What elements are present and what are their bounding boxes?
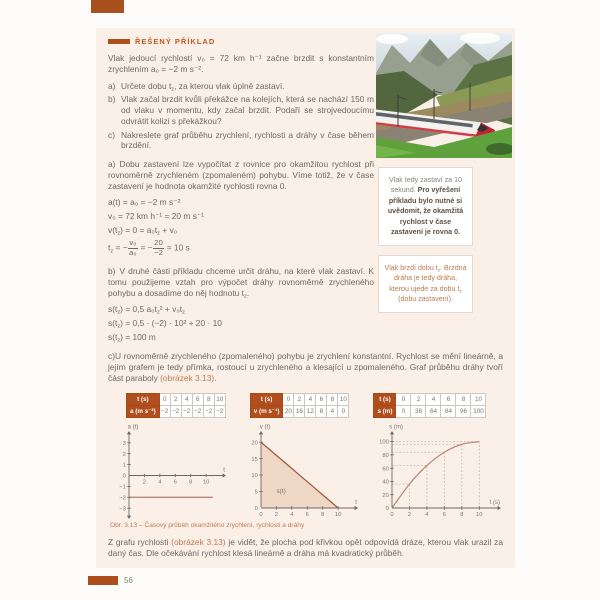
table-cell: 84 — [441, 406, 456, 418]
svg-text:4: 4 — [158, 479, 162, 486]
table-cell: −2 — [192, 406, 203, 418]
item-marker: c) — [108, 129, 115, 140]
svg-text:0: 0 — [254, 506, 258, 513]
svg-text:−1: −1 — [119, 484, 126, 491]
footer-accent-bar — [88, 576, 118, 585]
solution-text: U rovnoměrně zrychleného (zpomaleného) pohybu je zrychlení konstantní. Rychlost se mění lineárně, a jejím grafem je tedy přímka, rostoucí u zrychleného a klesající u zpomaleného. Graf průběhu dráhy tvoří část paraboly (obrázek 3.13). — [108, 351, 503, 384]
table-header-cell: a (m s⁻²) — [127, 406, 160, 418]
distance-table — [373, 393, 486, 418]
svg-text:2: 2 — [142, 479, 147, 486]
table-cell: 4 — [426, 394, 441, 406]
table-header-cell: t (s) — [250, 394, 283, 406]
svg-text:a (t): a (t) — [127, 423, 139, 431]
svg-text:6: 6 — [443, 512, 447, 519]
task-item-a — [108, 81, 374, 92]
svg-text:0: 0 — [122, 473, 126, 480]
svg-text:4: 4 — [289, 512, 294, 519]
svg-text:2: 2 — [274, 512, 278, 519]
svg-text:0: 0 — [390, 512, 394, 519]
svg-text:10: 10 — [476, 512, 483, 519]
svg-text:2: 2 — [122, 451, 126, 458]
table-cell: 0 — [396, 406, 411, 418]
table-cell: 4 — [305, 394, 316, 406]
svg-text:−2: −2 — [119, 495, 126, 502]
svg-text:8: 8 — [460, 512, 464, 519]
table-cell: 8 — [327, 394, 338, 406]
graphs-row — [110, 422, 503, 520]
table-cell: −2 — [170, 406, 181, 418]
header-accent-bar — [108, 39, 130, 44]
data-tables-row — [126, 393, 503, 418]
table-cell: 6 — [316, 394, 327, 406]
table-cell: 10 — [214, 394, 225, 406]
svg-text:60: 60 — [382, 466, 390, 473]
svg-text:20: 20 — [251, 440, 258, 447]
figure-reference-link[interactable]: (obrázek 3.13) — [171, 537, 226, 548]
table-cell: 100 — [471, 406, 486, 418]
table-cell: 4 — [181, 394, 192, 406]
solution-marker: c) — [108, 351, 115, 362]
svg-text:s (m): s (m) — [389, 423, 404, 431]
table-header-cell: s (m) — [374, 406, 396, 418]
table-cell: 12 — [305, 406, 316, 418]
table-cell: 20 — [283, 406, 294, 418]
acceleration-chart — [110, 422, 228, 520]
solution-b-paragraph — [108, 266, 374, 298]
table-cell: 4 — [327, 406, 338, 418]
sidebar-note-braking-distance: Vlak brzdí dobu $t_z$. Brzdná dráha je tedy dráha, kterou ujede za dobu $t_z$ (dobu zastavení). — [378, 255, 473, 313]
svg-text:t: t — [354, 499, 357, 507]
svg-text:8: 8 — [189, 479, 193, 486]
table-cell: −2 — [159, 406, 170, 418]
table-cell: −2 — [203, 406, 214, 418]
svg-text:6: 6 — [305, 512, 309, 519]
table-cell: 8 — [316, 406, 327, 418]
formula-line: $s(t_z) = 0,5 \cdot (-2) \cdot 10^2 + 20 \cdot 10$ — [108, 318, 222, 330]
task-list — [108, 81, 374, 152]
velocity-table — [250, 393, 350, 418]
solution-marker: a) — [108, 159, 116, 169]
sidebar-column — [376, 33, 512, 313]
closing-paragraph: Z grafu rychlosti (obrázek 3.13) je vidět, že plocha pod křivkou opět odpovídá dráze, kterou vlak urazil za daný čas. Dle očekávání rychlost klesá lineárně a dráha má kvadratický průběh. — [108, 537, 503, 559]
velocity-chart — [242, 422, 360, 520]
table-cell: −2 — [181, 406, 192, 418]
svg-text:10: 10 — [202, 479, 210, 486]
formula-line: a(t) = a₀ = −2 m s⁻² — [108, 197, 181, 208]
main-text-column — [108, 53, 374, 343]
table-header-cell: t (s) — [374, 394, 396, 406]
train-photo — [376, 33, 512, 158]
svg-text:20: 20 — [382, 492, 390, 499]
table-cell: 2 — [294, 394, 305, 406]
table-cell: 0 — [283, 394, 294, 406]
svg-text:−3: −3 — [119, 506, 126, 513]
table-cell: 8 — [203, 394, 214, 406]
solution-text: Dobu zastavení lze vypočítat z rovnice pro okamžitou rychlost při rovnoměrně zrychleném (zpomaleném) pohybu. Víme totiž, že v čase zastavení je hodnota okamžité rychlosti rovna 0. — [108, 159, 374, 191]
item-text: Vlak začal brzdit kvůli překážce na kolejích, která se nachází 150 m od vlaku v momentu, kdy začal brzdit. Podaří se strojvedoucímu odvrátit kolizi s překážkou? — [121, 94, 374, 126]
svg-text:100: 100 — [379, 439, 390, 446]
chapter-tab — [91, 0, 124, 13]
page-footer — [88, 576, 133, 585]
table-cell: 16 — [294, 406, 305, 418]
solution-a-paragraph — [108, 159, 374, 191]
item-text: Nakreslete graf průběhu zrychlení, rychlosti a dráhy v čase během brzdění. — [121, 129, 374, 151]
formula-line: $t_z$ = − $\frac{\text{v₀}}{\text{a₀}}$ = − $\frac{20}{-2}$ = 10 s — [108, 238, 190, 258]
example-header-label: ŘEŠENÝ PŘÍKLAD — [135, 36, 216, 46]
solved-example-box — [96, 28, 515, 568]
svg-text:0: 0 — [259, 512, 263, 519]
svg-text:40: 40 — [382, 479, 390, 486]
table-cell: 36 — [411, 406, 426, 418]
solution-marker: b) — [108, 266, 116, 277]
item-text: Určete dobu $t_z$, za kterou vlak úplně zastaví. — [121, 80, 285, 93]
svg-text:8: 8 — [320, 512, 324, 519]
item-marker: b) — [108, 94, 116, 105]
svg-text:t: t — [223, 466, 225, 474]
figure-caption: Obr. 3.13 – Časový průběh okamžitého zrychlení, rychlosti a dráhy — [110, 522, 305, 530]
distance-chart — [373, 422, 503, 520]
figure-reference-link[interactable]: (obrázek 3.13) — [160, 373, 215, 384]
table-cell: 10 — [338, 394, 349, 406]
table-cell: −2 — [214, 406, 225, 418]
table-cell: 2 — [411, 394, 426, 406]
svg-text:10: 10 — [334, 512, 342, 519]
table-header-cell: t (s) — [127, 394, 160, 406]
item-marker: a) — [108, 80, 116, 91]
svg-text:0: 0 — [385, 506, 390, 513]
svg-text:80: 80 — [382, 453, 390, 460]
page-number: 56 — [124, 576, 133, 585]
table-cell: 64 — [426, 406, 441, 418]
solution-text: V druhé části příkladu chceme určit dráhu, na které vlak zastaví. K tomu použijeme vztah pro výpočet dráhy rovnoměrně zrychleného pohybu a dosadíme do něj hodnotu $t_z$. — [108, 266, 374, 300]
svg-text:v (t): v (t) — [259, 423, 270, 431]
sidebar-note-stopping-time: Vlak tedy zastaví za 10 sekund. Pro vyřešení příkladu bylo nutné si uvědomit, že okamžitá rychlost v čase zastavení je rovna 0. — [378, 167, 473, 246]
acceleration-table — [126, 393, 226, 418]
formula-line: v₀ = 72 km h⁻¹ = 20 m s⁻¹ — [108, 211, 205, 222]
task-item-c — [108, 130, 374, 152]
table-cell: 96 — [456, 406, 471, 418]
formula-line: $s(t_z) = 0,5$ $a_0t_z^2 + v_0t_z$ — [108, 304, 185, 316]
formula-line: $s(t_z) = 100$ m — [108, 332, 156, 344]
svg-text:2: 2 — [408, 512, 412, 519]
svg-text:10: 10 — [251, 473, 258, 480]
table-cell: 10 — [471, 394, 486, 406]
problem-intro: Vlak jedoucí rychlostí v₀ = 72 km h⁻¹ začne brzdit s konstantním zrychlením a₀ = −2 m s⁻². — [108, 53, 374, 74]
svg-text:s(t): s(t) — [276, 488, 286, 496]
svg-text:t (s): t (s) — [489, 499, 501, 507]
table-cell: 6 — [441, 394, 456, 406]
task-item-b — [108, 94, 374, 126]
svg-text:4: 4 — [425, 512, 429, 519]
table-cell: 0 — [396, 394, 411, 406]
table-cell: 0 — [338, 406, 349, 418]
solution-c-paragraph — [108, 351, 503, 384]
table-cell: 8 — [456, 394, 471, 406]
svg-text:6: 6 — [173, 479, 177, 486]
svg-text:3: 3 — [122, 440, 126, 447]
svg-text:15: 15 — [251, 456, 258, 463]
table-cell: 6 — [192, 394, 203, 406]
svg-text:1: 1 — [122, 462, 126, 469]
formula-line: $v(t_z) = 0 = a_0t_z + v_0$ — [108, 225, 178, 237]
svg-text:5: 5 — [254, 489, 258, 496]
table-cell: 0 — [159, 394, 170, 406]
table-header-cell: v (m s⁻¹) — [250, 406, 283, 418]
table-cell: 2 — [170, 394, 181, 406]
